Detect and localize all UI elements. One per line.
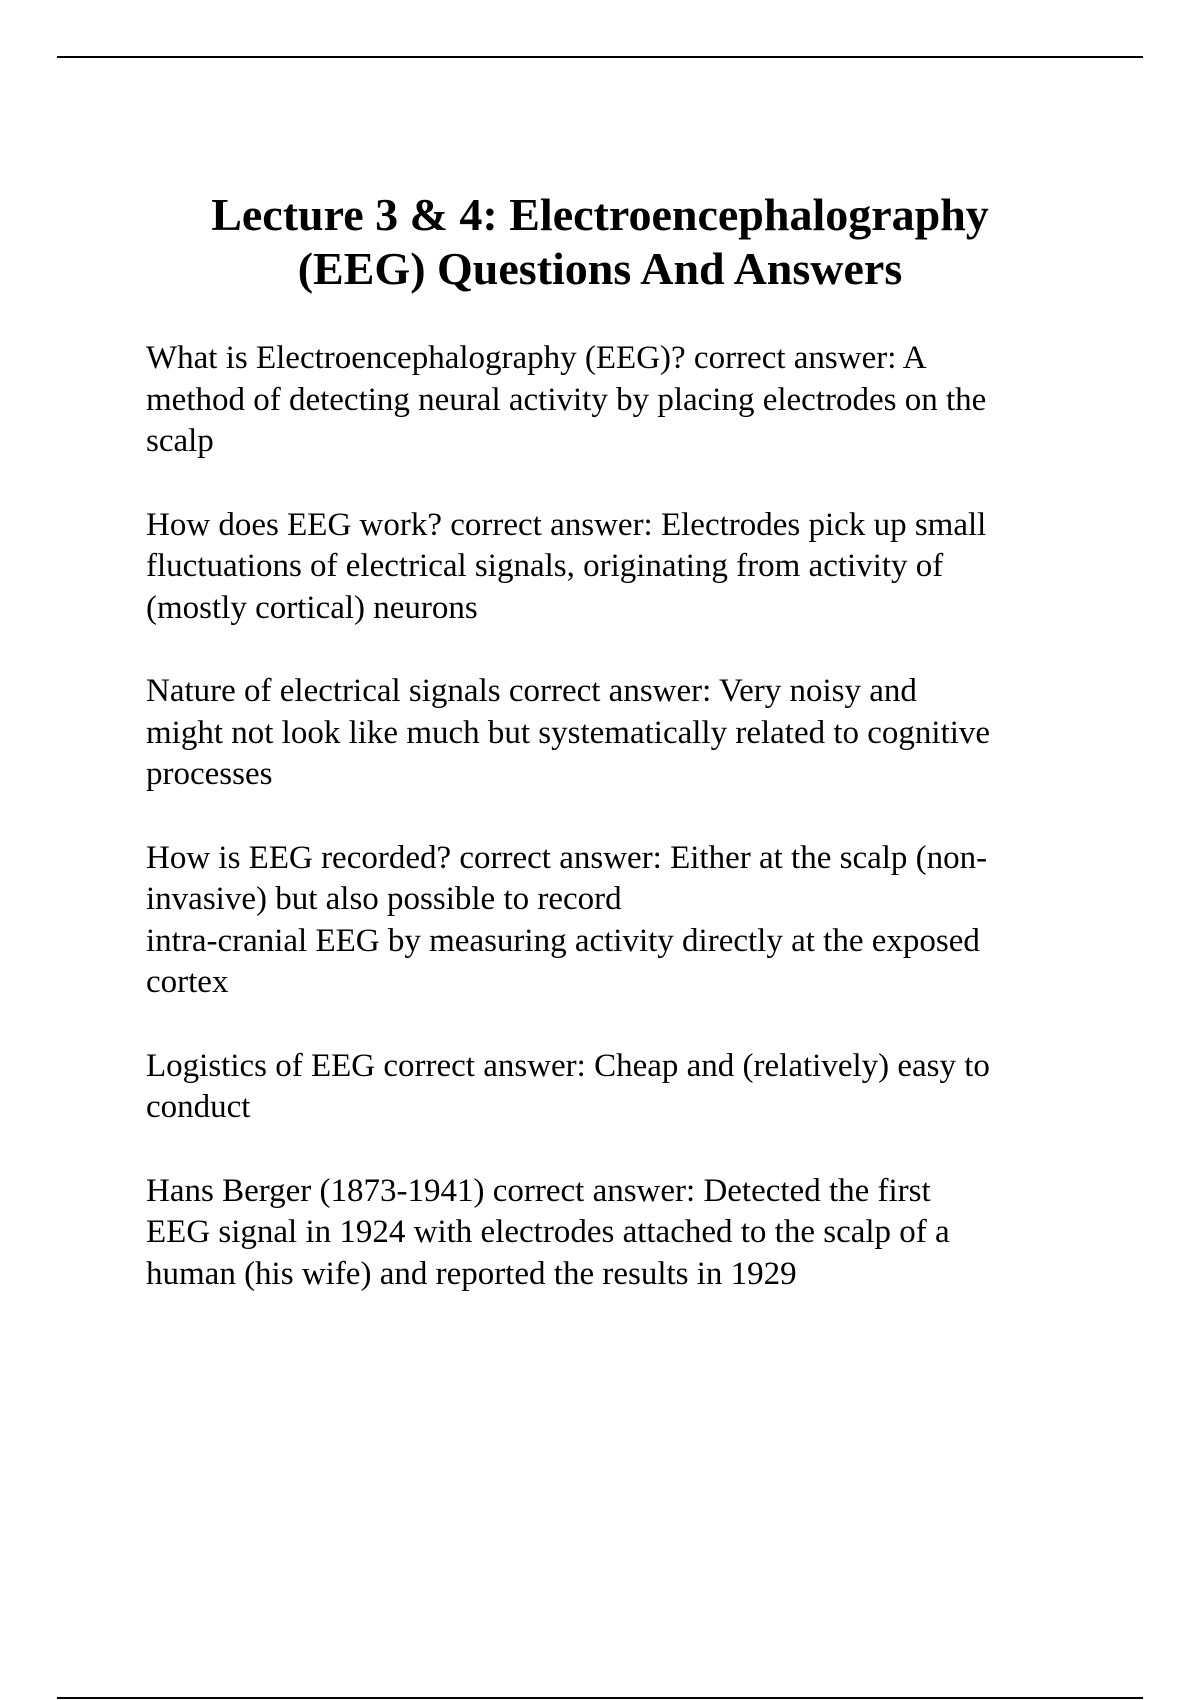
qa-text-line: scalp <box>146 423 214 459</box>
qa-text-line: How is EEG recorded? correct answer: Either at the scalp (non- <box>146 839 988 876</box>
qa-item-nature-of-signals <box>146 671 1106 796</box>
qa-item-hans-berger <box>146 1171 1106 1296</box>
qa-text-line: Nature of electrical signals correct answer: Very noisy and <box>146 673 917 709</box>
qa-item-logistics <box>146 1046 1106 1129</box>
qa-text-line: (mostly cortical) neurons <box>146 589 478 626</box>
qa-text-line: human (his wife) and reported the results in 1929 <box>146 1255 797 1292</box>
title-line-1: Lecture 3 & 4: Electroencephalography <box>211 189 989 240</box>
qa-list <box>146 338 1106 1337</box>
qa-text-line: fluctuations of electrical signals, originating from activity of <box>146 548 944 584</box>
qa-item-how-eeg-recorded <box>146 838 1106 1004</box>
qa-item-what-is-eeg <box>146 338 1106 463</box>
title-line-2: (EEG) Questions And Answers <box>297 243 903 294</box>
qa-text-line: might not look like much but systematically related to cognitive <box>146 714 991 751</box>
qa-text-line: Hans Berger (1873-1941) correct answer: Detected the first <box>146 1172 931 1209</box>
qa-text-line: conduct <box>146 1089 251 1125</box>
qa-text-line: How does EEG work? correct answer: Electrodes pick up small <box>146 506 987 543</box>
qa-text-line: intra-cranial EEG by measuring activity directly at the exposed <box>146 922 980 959</box>
qa-item-how-eeg-works <box>146 505 1106 630</box>
qa-text-line: cortex <box>146 964 229 1000</box>
qa-text-line: What is Electroencephalography (EEG)? correct answer: A <box>146 340 927 376</box>
qa-text-line: invasive) but also possible to record <box>146 881 622 917</box>
qa-text-line: EEG signal in 1924 with electrodes attached to the scalp of a <box>146 1214 950 1250</box>
page-title <box>100 188 1100 296</box>
top-rule <box>57 56 1143 58</box>
qa-text-line: method of detecting neural activity by placing electrodes on the <box>146 381 987 418</box>
qa-text-line: processes <box>146 756 273 792</box>
bottom-rule <box>57 1697 1143 1699</box>
qa-text-line: Logistics of EEG correct answer: Cheap and (relatively) easy to <box>146 1047 990 1084</box>
